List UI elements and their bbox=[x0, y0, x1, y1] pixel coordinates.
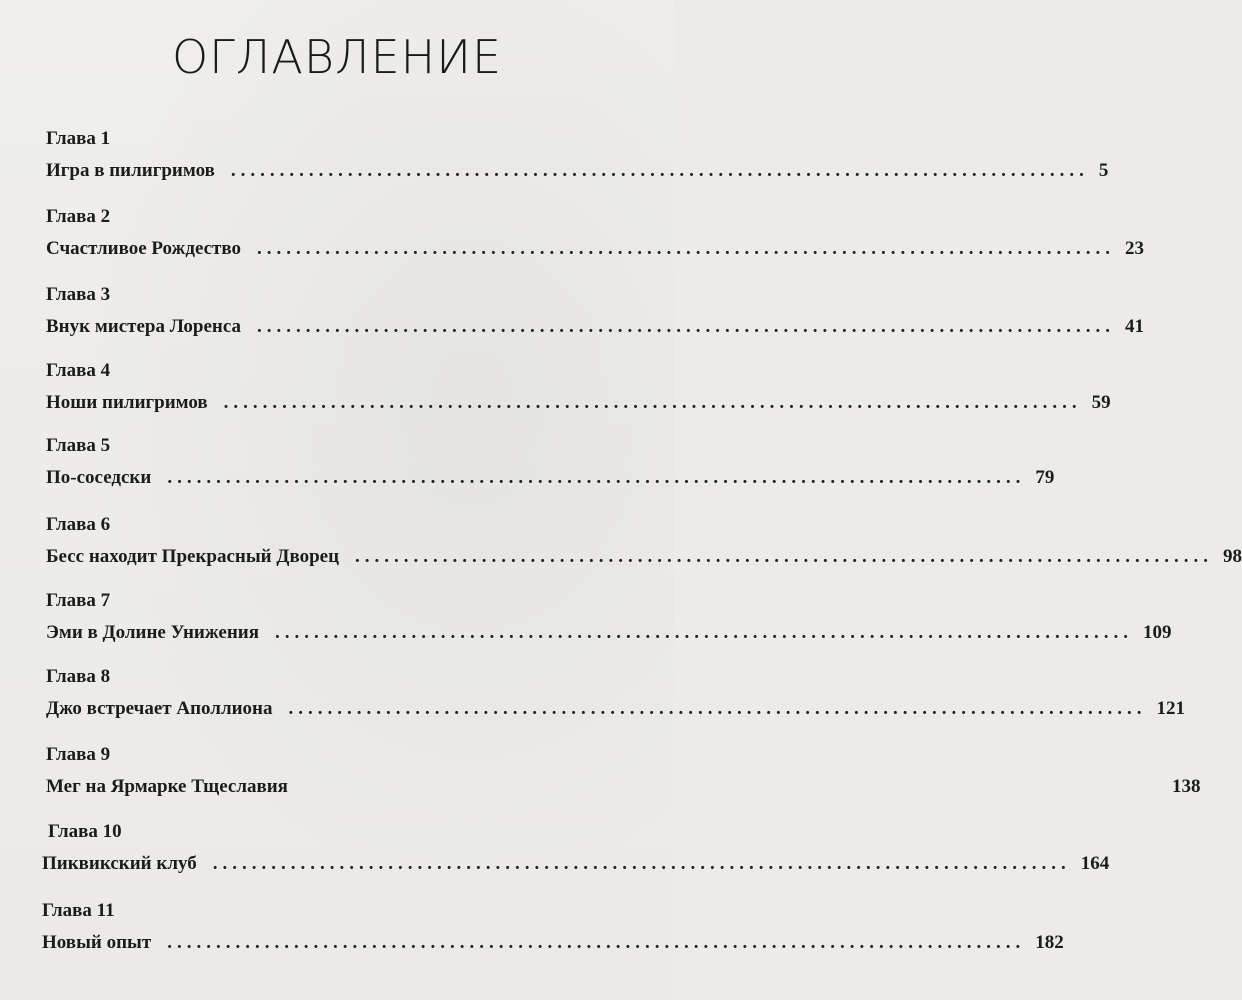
chapter-title: Эми в Долине Унижения bbox=[46, 622, 260, 643]
chapter-label: Глава 4 bbox=[46, 360, 111, 381]
chapter-row bbox=[42, 852, 1110, 876]
chapter-row bbox=[46, 775, 1201, 799]
chapter-title: Пиквикский клуб bbox=[42, 853, 197, 874]
chapter-row bbox=[46, 159, 1109, 183]
dot-leader: ........................................................................................ bbox=[167, 467, 1026, 488]
chapter-label: Глава 1 bbox=[46, 128, 111, 149]
page-number: 182 bbox=[1035, 932, 1064, 953]
chapter-title: Ноши пилигримов bbox=[46, 392, 208, 413]
chapter-label: Глава 3 bbox=[46, 284, 111, 305]
dot-leader: ........................................................................................ bbox=[355, 546, 1214, 567]
dot-leader: ........................................................................................ bbox=[223, 392, 1082, 413]
chapter-row bbox=[46, 466, 1055, 490]
chapter-title: Новый опыт bbox=[42, 932, 152, 953]
chapter-title: Джо встречает Аполлиона bbox=[46, 698, 273, 719]
chapter-title: Бесс находит Прекрасный Дворец bbox=[46, 546, 340, 567]
dot-leader: ........................................................................................ bbox=[230, 160, 1089, 181]
chapter-label: Глава 9 bbox=[46, 744, 111, 765]
toc-entry-9 bbox=[0, 743, 1201, 813]
page-number: 79 bbox=[1035, 467, 1055, 488]
toc-entry-5 bbox=[0, 434, 1055, 504]
chapter-row bbox=[46, 237, 1145, 261]
page-number: 41 bbox=[1125, 316, 1145, 337]
chapter-label: Глава 2 bbox=[46, 206, 111, 227]
page-number: 109 bbox=[1143, 622, 1172, 643]
page-number: 164 bbox=[1080, 853, 1110, 874]
chapter-row bbox=[46, 697, 1186, 721]
page-number: 138 bbox=[1171, 776, 1201, 797]
toc-entry-11 bbox=[0, 899, 1064, 969]
page-title: ОГЛАВЛЕНИЕ bbox=[171, 30, 503, 84]
toc-entry-2 bbox=[0, 205, 1145, 275]
dot-leader: ........................................................................................ bbox=[257, 316, 1116, 337]
chapter-title: Мег на Ярмарке Тщеславия bbox=[46, 776, 288, 797]
page-number: 5 bbox=[1098, 160, 1109, 181]
dot-leader: ........................................................................................ bbox=[167, 932, 1026, 953]
chapter-title: Игра в пилигримов bbox=[46, 160, 215, 181]
chapter-label: Глава 11 bbox=[42, 900, 115, 921]
chapter-row bbox=[46, 621, 1172, 645]
toc-entry-10 bbox=[0, 820, 1110, 890]
chapter-label: Глава 5 bbox=[46, 435, 111, 456]
toc-entry-7 bbox=[0, 589, 1172, 659]
toc-entry-1 bbox=[0, 127, 1109, 197]
page-number: 121 bbox=[1156, 698, 1186, 719]
chapter-title: Внук мистера Лоренса bbox=[46, 316, 242, 337]
page-number: 23 bbox=[1125, 238, 1145, 259]
toc-entry-8 bbox=[0, 665, 1186, 735]
page-number: 59 bbox=[1091, 392, 1111, 413]
chapter-row bbox=[46, 391, 1111, 415]
chapter-title: По-соседски bbox=[46, 467, 152, 488]
chapter-label: Глава 8 bbox=[46, 666, 111, 687]
chapter-label: Глава 6 bbox=[46, 514, 111, 535]
chapter-title: Счастливое Рождество bbox=[46, 238, 242, 259]
chapter-label: Глава 7 bbox=[46, 590, 111, 611]
dot-leader: ........................................................................................ bbox=[275, 622, 1134, 643]
toc-entry-3 bbox=[0, 283, 1145, 353]
chapter-label: Глава 10 bbox=[48, 821, 122, 842]
dot-leader: ........................................................................................ bbox=[257, 238, 1116, 259]
toc-entry-6 bbox=[0, 513, 1242, 583]
chapter-row bbox=[46, 545, 1242, 569]
chapter-row bbox=[46, 315, 1145, 339]
toc-entry-4 bbox=[0, 359, 1111, 429]
dot-leader: ........................................................................................ bbox=[212, 853, 1071, 874]
chapter-row bbox=[42, 931, 1064, 955]
page-number: 98 bbox=[1223, 546, 1242, 567]
dot-leader: ........................................................................................ bbox=[288, 698, 1147, 719]
